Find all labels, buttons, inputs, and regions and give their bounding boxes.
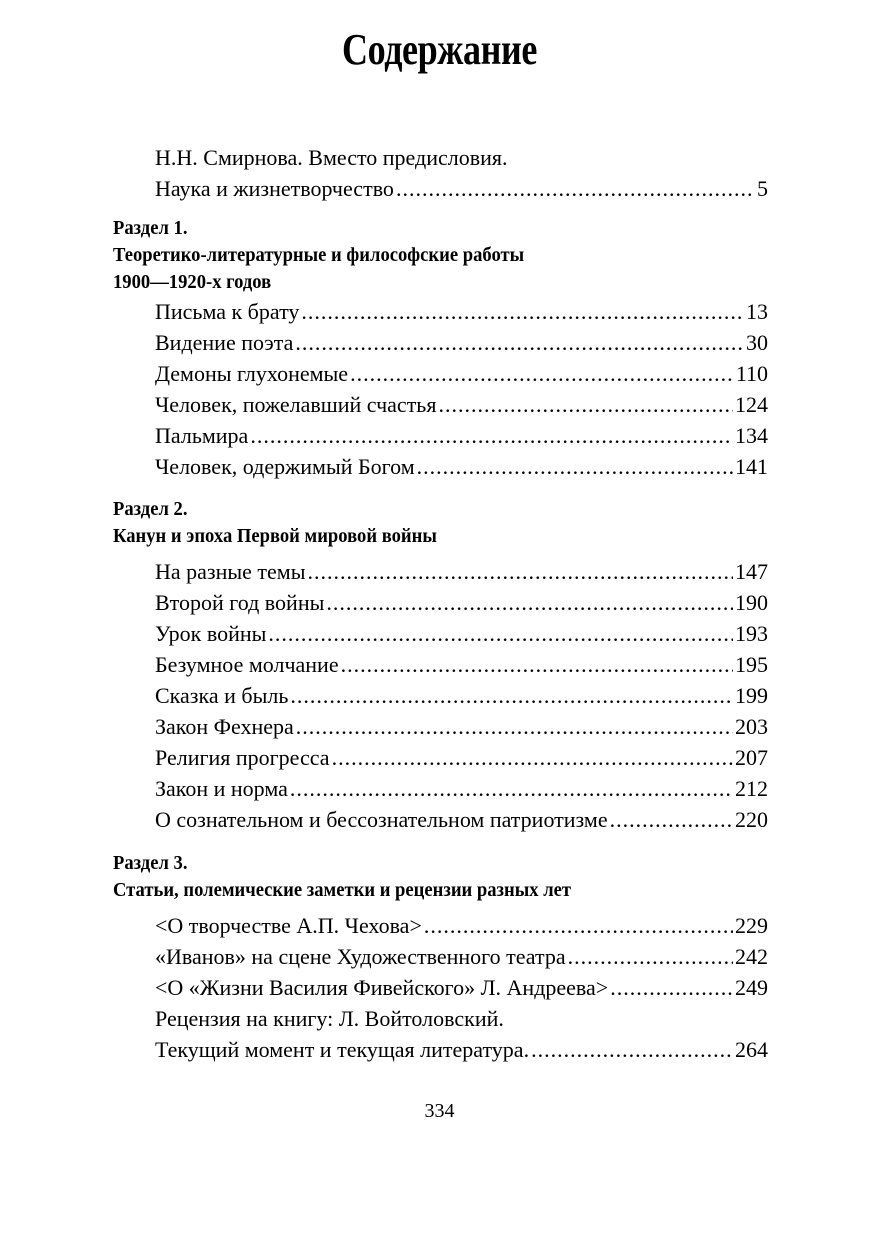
toc-row [155, 296, 768, 327]
toc-row [155, 910, 768, 941]
section-3-heading [113, 850, 571, 904]
entry-title: Сказка и быль [155, 683, 289, 708]
toc-row [155, 556, 768, 587]
page-title: Содержание [341, 25, 538, 74]
dot-leader [417, 451, 733, 482]
dot-leader [341, 649, 733, 680]
dot-leader [295, 327, 744, 358]
entry-page: 141 [735, 454, 768, 479]
entry-page: 220 [735, 807, 768, 832]
toc-row [155, 1034, 768, 1065]
dot-leader [531, 1034, 733, 1065]
dot-leader [332, 742, 733, 773]
toc-row [155, 773, 768, 804]
dot-leader [308, 556, 733, 587]
toc-row [155, 420, 768, 451]
section-label: Раздел 3. [113, 852, 188, 874]
dot-leader [350, 358, 734, 389]
entry-title: <О «Жизни Василия Фивейского» Л. Андреева> [155, 975, 609, 1000]
entry-line-1: Н.Н. Смирнова. Вместо предисловия. [155, 145, 508, 170]
entry-line-1: Рецензия на книгу: Л. Войтоловский. [155, 1006, 504, 1031]
entry-page: 242 [735, 944, 768, 969]
section-2-entries [155, 556, 768, 835]
entry-page: 134 [735, 423, 768, 448]
section-title-cont: 1900—1920-х годов [113, 271, 272, 293]
entry-page: 13 [746, 299, 768, 324]
dot-leader [268, 618, 733, 649]
toc-row [155, 680, 768, 711]
entry-title: Текущий момент и текущая литература. [155, 1037, 530, 1062]
toc-row [155, 972, 768, 1003]
entry-title: <О творчестве А.П. Чехова> [155, 913, 422, 938]
entry-title: «Иванов» на сцене Художественного театра [155, 944, 566, 969]
entry-title: Второй год войны [155, 590, 325, 615]
entry-page: 203 [735, 714, 768, 739]
toc-row [155, 327, 768, 358]
entry-title: Закон Фехнера [155, 714, 294, 739]
dot-leader [396, 173, 755, 204]
entry-page: 5 [757, 176, 768, 201]
dot-leader [610, 972, 733, 1003]
entry-title: Наука и жизнетворчество [155, 176, 394, 201]
toc-row [155, 173, 768, 204]
entry-page: 147 [735, 559, 768, 584]
dot-leader [568, 941, 733, 972]
section-3-entries [155, 910, 768, 1065]
dot-leader [610, 804, 733, 835]
entry-title: Письма к брату [155, 299, 300, 324]
entry-page: 249 [735, 975, 768, 1000]
dot-leader [438, 389, 733, 420]
entry-page: 110 [735, 361, 768, 386]
entry-title: Пальмира [155, 423, 249, 448]
dot-leader [250, 420, 733, 451]
page-number: 334 [424, 1100, 455, 1122]
entry-title: Безумное молчание [155, 652, 339, 677]
section-title: Статьи, полемические заметки и рецензии разных лет [113, 879, 572, 901]
toc-row [155, 649, 768, 680]
toc-row [155, 618, 768, 649]
entry-page: 30 [746, 330, 768, 355]
dot-leader [290, 773, 733, 804]
entry-title: Демоны глухонемые [155, 361, 349, 386]
entry-page: 193 [735, 621, 768, 646]
dot-leader [301, 296, 744, 327]
entry-page: 124 [735, 392, 768, 417]
dot-leader [424, 910, 733, 941]
dot-leader [326, 587, 733, 618]
entry-title: Урок войны [155, 621, 267, 646]
toc-row [155, 451, 768, 482]
toc-row [155, 389, 768, 420]
section-label: Раздел 2. [113, 498, 188, 520]
entry-page: 229 [735, 913, 768, 938]
toc-row [155, 711, 768, 742]
entry-title: О сознательном и бессознательном патриотизме [155, 807, 608, 832]
dot-leader [290, 680, 733, 711]
dot-leader [296, 711, 733, 742]
toc-row [155, 587, 768, 618]
entry-title: Человек, одержимый Богом [155, 454, 415, 479]
toc-row [155, 358, 768, 389]
section-2-heading [113, 496, 437, 550]
entry-page: 199 [735, 683, 768, 708]
toc-row [155, 742, 768, 773]
entry-page: 207 [735, 745, 768, 770]
section-title: Теоретико-литературные и философские работы [113, 244, 525, 266]
entry-title: Человек, пожелавший счастья [155, 392, 437, 417]
toc-row [155, 941, 768, 972]
section-title: Канун и эпоха Первой мировой войны [113, 525, 437, 547]
entry-page: 195 [735, 652, 768, 677]
entry-title: Видение поэта [155, 330, 294, 355]
entry-page: 212 [735, 776, 768, 801]
entry-title: Религия прогресса [155, 745, 330, 770]
section-1-entries [155, 296, 768, 482]
toc-row [155, 804, 768, 835]
entry-title: На разные темы [155, 559, 306, 584]
section-label: Раздел 1. [113, 217, 188, 239]
entry-title: Закон и норма [155, 776, 288, 801]
entry-page: 264 [735, 1037, 768, 1062]
section-1-heading [113, 215, 524, 296]
entry-page: 190 [735, 590, 768, 615]
toc-entry-intro [155, 142, 768, 204]
